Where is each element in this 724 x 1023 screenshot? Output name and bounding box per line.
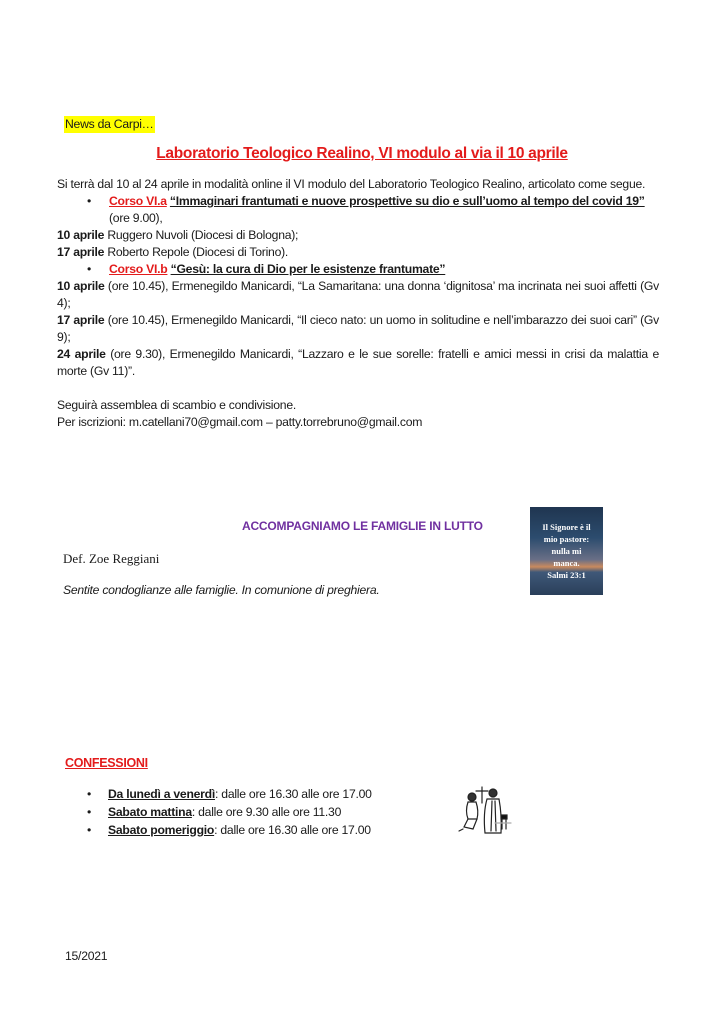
bullet-icon: •	[87, 194, 92, 208]
session-date: 17 aprile	[57, 245, 105, 259]
issue-number: 15/2021	[65, 949, 108, 963]
session	[57, 244, 659, 261]
confession-hours: : dalle ore 9.30 alle ore 11.30	[191, 805, 342, 819]
confessions-list	[65, 786, 372, 840]
session-date: 10 aprile	[57, 279, 105, 293]
mourning-heading: ACCOMPAGNIAMO LE FAMIGLIE IN LUTTO	[242, 519, 483, 533]
psalm-line: nulla mi	[551, 546, 582, 556]
news-tag: News da Carpi…	[65, 117, 154, 131]
course-a-code: Corso VI.a	[109, 194, 167, 208]
session-text: (ore 10.45), Ermenegildo Manicardi, “La Samaritana: una donna ‘dignitosa’ ma incrinata nei suoi affetti (Gv 4);	[57, 279, 659, 310]
session	[57, 278, 659, 312]
confession-day: Sabato pomeriggio	[108, 823, 215, 837]
article-intro: Si terrà dal 10 al 24 aprile in modalità online il VI modulo del Laboratorio Teologico Realino, articolato come segue.	[57, 177, 646, 191]
psalm-line: manca.	[553, 558, 580, 568]
course-b	[57, 261, 659, 278]
course-a-title: “Immaginari frantumati e nuove prospettive su dio e sull’uomo al tempo del covid 19”	[169, 194, 645, 208]
course-a	[57, 193, 659, 227]
course-b-code: Corso VI.b	[109, 262, 168, 276]
session-text: Roberto Repole (Diocesi di Torino).	[104, 245, 289, 259]
condolences-text: Sentite condoglianze alle famiglie. In comunione di preghiera.	[63, 583, 380, 597]
article-title: Laboratorio Teologico Realino, VI modulo al via il 10 aprile	[156, 145, 568, 162]
confession-item	[65, 804, 372, 822]
course-b-title: “Gesù: la cura di Dio per le esistenze frantumate”	[170, 262, 446, 276]
bullet-icon: •	[87, 262, 92, 276]
assembly-note: Seguirà assemblea di scambio e condivisione.	[57, 398, 296, 412]
session	[57, 346, 659, 380]
session-date: 24 aprile	[57, 347, 106, 361]
bullet-icon: •	[87, 823, 92, 837]
psalm-line: mio pastore:	[543, 534, 590, 544]
course-a-time: (ore 9.00),	[109, 211, 163, 225]
confession-illustration-icon	[455, 783, 515, 841]
session	[57, 312, 659, 346]
psalm-line: Il Signore è il	[542, 522, 591, 532]
session-date: 10 aprile	[57, 228, 105, 242]
session-text: (ore 9.30), Ermenegildo Manicardi, “Lazzaro e le sue sorelle: fratelli e amici messi in crisi da malattia e morte (Gv 11)”.	[57, 347, 659, 378]
session-text: Ruggero Nuvoli (Diocesi di Bologna);	[104, 228, 299, 242]
psalm-line: Salmi 23:1	[547, 570, 586, 580]
registration-contacts: Per iscrizioni: m.catellani70@gmail.com – patty.torrebruno@gmail.com	[57, 415, 423, 429]
bullet-icon: •	[87, 805, 92, 819]
deceased-name: Def. Zoe Reggiani	[63, 551, 160, 566]
bullet-icon: •	[87, 787, 92, 801]
confession-hours: : dalle ore 16.30 alle ore 17.00	[215, 787, 372, 801]
confession-day: Sabato mattina	[108, 805, 192, 819]
confessions-heading: CONFESSIONI	[65, 756, 148, 770]
session	[57, 227, 659, 244]
article-body	[57, 176, 659, 431]
confession-item	[65, 786, 372, 804]
psalm-image	[530, 507, 603, 595]
session-text: (ore 10.45), Ermenegildo Manicardi, “Il cieco nato: un uomo in solitudine e nell’imbarazzo dei suoi cari” (Gv 9);	[57, 313, 659, 344]
confession-day: Da lunedì a venerdì	[108, 787, 216, 801]
confession-hours: : dalle ore 16.30 alle ore 17.00	[214, 823, 371, 837]
confession-item	[65, 822, 372, 840]
session-date: 17 aprile	[57, 313, 105, 327]
